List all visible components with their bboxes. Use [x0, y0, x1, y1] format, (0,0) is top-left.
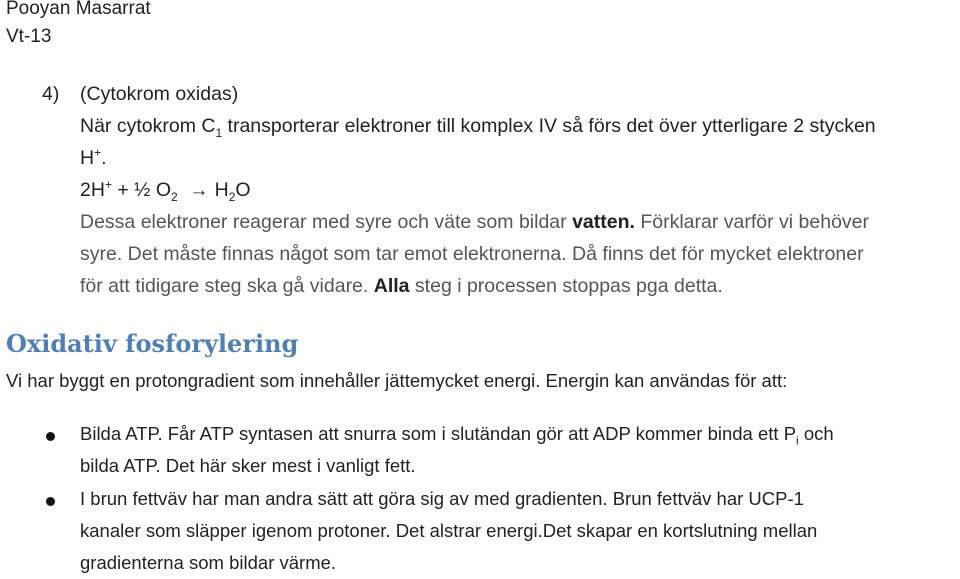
section-title: (Cytokrom oxidas) [80, 83, 239, 105]
list-item-continuation: bilda ATP. Det här sker mest i vanligt fett. [80, 455, 416, 476]
bullet-icon [46, 497, 55, 506]
section-number: 4) [42, 83, 60, 105]
paragraph-line: När cytokrom $C_1$ transporterar elektroner till komplex IV så förs det över ytterligare 2 stycken [80, 115, 876, 140]
paragraph-line: H+. [80, 145, 107, 169]
paragraph-line: syre. Det måste finnas något som tar emot elektronerna. Då finns det för mycket elektroner [80, 243, 864, 265]
list-item: I brun fettväv har man andra sätt att göra sig av med gradienten. Brun fettväv har UCP-1 [80, 488, 804, 509]
list-item-continuation: kanaler som släpper igenom protoner. Det alstrar energi.Det skapar en kortslutning mellan [80, 520, 818, 541]
paragraph-line: Dessa elektroner reagerar med syre och väte som bildar vatten. Förklarar varför vi behöver [80, 211, 869, 233]
list-item-continuation: gradienterna som bildar värme. [80, 552, 337, 573]
paragraph-line: för att tidigare steg ska gå vidare. Alla steg i processen stoppas pga detta. [80, 275, 723, 297]
author-name: Pooyan Masarrat [6, 0, 151, 19]
list-item: Bilda ATP. Får ATP syntasen att snurra som i slutändan gör att ADP kommer binda ett $P_i$ och [80, 423, 834, 448]
intro-text: Vi har byggt en protongradient som innehåller jättemycket energi. Energin kan användas för att: [6, 370, 788, 391]
reaction-equation: 2H+ + ½ $O_2 \to H_2O$ [80, 177, 251, 204]
bullet-icon [46, 432, 55, 441]
section-heading: Oxidativ fosforylering [6, 329, 299, 358]
term-label: Vt-13 [6, 26, 52, 47]
arrow-icon: → [189, 179, 209, 201]
